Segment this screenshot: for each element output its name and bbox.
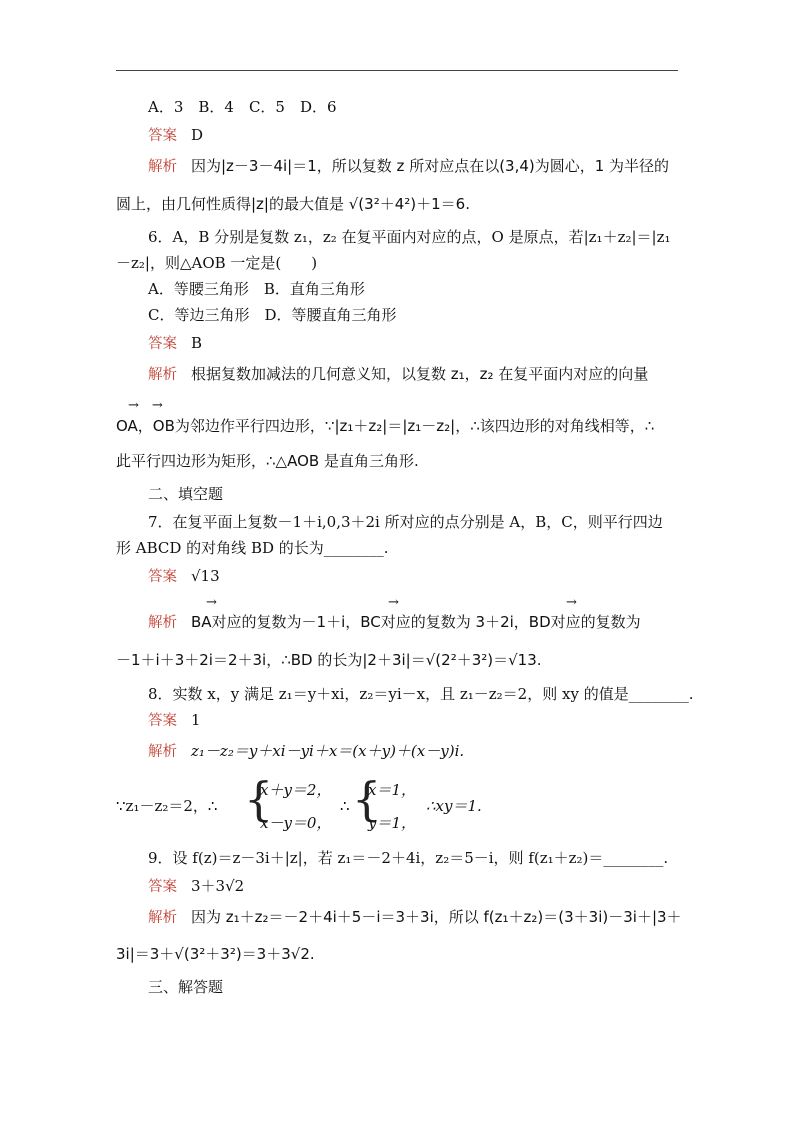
q8-answer-line <box>148 710 201 731</box>
q8-analysis-text1: z₁－z₂＝y＋xi－yi＋x＝(x＋y)＋(x－y)i. <box>191 742 465 760</box>
therefore-symbol: ∴ <box>340 797 350 815</box>
system1-eq1: x＋y＝2， <box>260 781 332 799</box>
q7-analysis-line1 <box>148 612 641 633</box>
q6-analysis-text1: 根据复数加减法的几何意义知，以复数 z₁，z₂ 在复平面内对应的向量 <box>191 365 649 383</box>
q6-stem-line2: －z₂|，则△AOB 一定是( ) <box>116 254 318 272</box>
answer-tag: 答案 <box>148 879 177 895</box>
answer-tag: 答案 <box>148 713 177 729</box>
q7-analysis-line2: －1＋i＋3＋2i＝2＋3i，∴BD 的长为|2＋3i|＝√(2²＋3²)＝√13. <box>116 651 542 669</box>
q5-analysis-line1 <box>148 156 669 177</box>
vector-arrow-bd: → <box>566 595 577 610</box>
q8-condition: ∵z₁－z₂＝2，∴ <box>116 797 218 815</box>
q5-options: A．3 B．4 C．5 D．6 <box>148 98 337 116</box>
section-title-answer: 三、解答题 <box>148 978 224 996</box>
q6-answer: B <box>191 334 203 352</box>
q9-stem: 9．设 f(z)＝z－3i＋|z|，若 z₁＝－2＋4i，z₂＝5－i，则 f(z₁＋z₂)＝________. <box>148 849 669 867</box>
q9-answer: 3＋3√2 <box>191 877 245 895</box>
vector-arrows: → → <box>128 398 163 413</box>
left-brace-2: { <box>352 772 382 826</box>
q6-options-line1: A．等腰三角形 B．直角三角形 <box>148 280 365 298</box>
answer-tag: 答案 <box>148 336 177 352</box>
answer-tag: 答案 <box>148 569 177 585</box>
q9-answer-line <box>148 876 244 897</box>
q7-analysis-text1: BA对应的复数为－1＋i，BC对应的复数为 3＋2i，BD对应的复数为 <box>191 613 641 631</box>
q8-analysis-line1 <box>148 741 464 762</box>
q8-answer: 1 <box>191 711 201 729</box>
q5-answer-line <box>148 125 203 146</box>
q6-analysis-line1 <box>148 364 648 385</box>
q9-analysis-line1 <box>148 907 682 928</box>
q8-stem: 8．实数 x，y 满足 z₁＝y＋xi，z₂＝yi－x，且 z₁－z₂＝2，则 xy 的值是________. <box>148 685 694 703</box>
q6-options-line2: C．等边三角形 D．等腰直角三角形 <box>148 306 397 324</box>
q7-stem-line2: 形 ABCD 的对角线 BD 的长为________. <box>116 539 389 557</box>
left-brace-1: { <box>244 772 274 826</box>
q5-analysis-text1: 因为|z－3－4i|＝1，所以复数 z 所对应点在以(3,4)为圆心，1 为半径的 <box>191 157 670 175</box>
q5-analysis-line2: 圆上，由几何性质得|z|的最大值是 √(3²＋4²)＋1＝6. <box>116 195 470 213</box>
q6-analysis-line2: OA，OB为邻边作平行四边形，∵|z₁＋z₂|＝|z₁－z₂|，∴该四边形的对角线相等，∴ <box>116 417 655 435</box>
section-title-fill-in: 二、填空题 <box>148 485 224 503</box>
q7-answer: √13 <box>191 567 220 585</box>
q6-answer-line <box>148 333 202 354</box>
q6-analysis-line3: 此平行四边形为矩形，∴△AOB 是直角三角形. <box>116 452 419 470</box>
answer-tag: 答案 <box>148 128 177 144</box>
q8-result: ∴xy＝1. <box>426 797 482 815</box>
system2-eq1: x＝1， <box>368 781 417 799</box>
q9-analysis-text1: 因为 z₁＋z₂＝－2＋4i＋5－i＝3＋3i，所以 f(z₁＋z₂)＝(3＋3i)－3i＋|3＋ <box>191 908 682 926</box>
q7-answer-line <box>148 566 220 587</box>
vector-arrow-ba: → <box>206 595 217 610</box>
q6-stem-line1: 6．A，B 分别是复数 z₁，z₂ 在复平面内对应的点，O 是原点，若|z₁＋z₂|＝|z₁ <box>148 228 671 246</box>
system1-eq2: x－y＝0， <box>260 814 332 832</box>
header-rule <box>116 70 678 71</box>
system2-eq2: y＝1， <box>368 814 417 832</box>
analysis-tag: 解析 <box>148 367 177 383</box>
q7-stem-line1: 7．在复平面上复数－1＋i,0,3＋2i 所对应的点分别是 A，B，C，则平行四边 <box>148 513 663 531</box>
q9-analysis-line2: 3i|＝3＋√(3²＋3²)＝3＋3√2. <box>116 945 315 963</box>
analysis-tag: 解析 <box>148 910 177 926</box>
analysis-tag: 解析 <box>148 615 177 631</box>
analysis-tag: 解析 <box>148 159 177 175</box>
vector-arrow-bc: → <box>388 595 399 610</box>
q5-answer: D <box>191 126 204 144</box>
analysis-tag: 解析 <box>148 744 177 760</box>
